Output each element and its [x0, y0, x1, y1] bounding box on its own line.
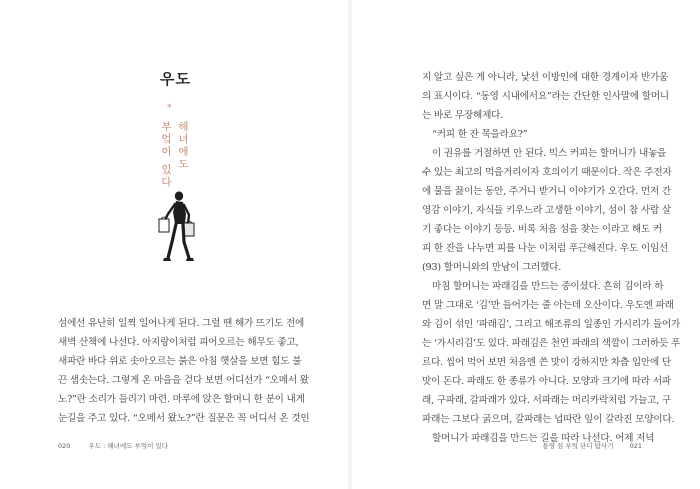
body-line: 할머니가 파래김을 만드는 길을 따라 나선다. 어제 저녁 [432, 433, 655, 444]
ornament-asterisk: * [167, 103, 172, 113]
body-line: 르다. 씹어 먹어 보면 처음엔 쓴 맛이 강하지만 차츰 입안에 단 [422, 357, 671, 368]
body-line: 의 표시이다. “동영 시내에서요”라는 간단한 인사말에 할머니 [422, 91, 669, 102]
body-line: 맛이 돈다. 파래도 한 종류가 아니다. 모양과 크기에 따라 서파 [422, 376, 671, 387]
body-line: 끈 샘솟는다. 그렇게 온 마을을 걷다 보면 어디선가 “오메서 왔 [58, 375, 309, 386]
body-line: 는 ‘가시리김’도 있다. 파래김은 천연 파래의 색깔이 그러하듯 푸 [422, 338, 681, 349]
page-number: 020 [58, 442, 71, 450]
body-line: 면 말 그대로 ‘김’만 들어가는 줄 아는데 오산이다. 우도엔 파래 [422, 300, 674, 311]
body-line: 지 알고 싶은 게 아니라, 낯선 이방인에 대한 경계이자 반가움 [422, 72, 669, 83]
body-line: 와 김이 섞인 ‘파래김’, 그리고 해조류의 일종인 가시리가 들어가 [422, 319, 681, 330]
body-line: (93) 할머니와의 만남이 그러했다. [422, 262, 562, 273]
body-line: 수 있는 최고의 먹을거리이자 호의이기 때문이다. 작은 주전자 [422, 167, 672, 178]
running-title: 우도 : 해녀에도 부엌이 있다 [88, 442, 169, 450]
chapter-subtitle-line-1: 해녀에도 [177, 121, 189, 171]
body-line: 기 좋다는 이야기 등등. 비록 처음 섬을 찾는 이라고 해도 커 [422, 224, 662, 235]
body-line: 새파란 바다 위로 솟아오르는 붉은 아침 햇살을 보면 힘도 불 [58, 356, 302, 367]
running-title: 통영 섬 부엌 단디 탐사기 [542, 442, 614, 450]
left-footer [58, 441, 168, 450]
chapter-title: 우도 [160, 70, 191, 88]
body-line: 마침 할머니는 파래김을 만드는 중이셨다. 흔히 김이라 하 [432, 281, 664, 292]
body-line: 이 권유를 거절하면 안 된다. 믹스 커피는 할머니가 내놓을 [432, 148, 667, 159]
chapter-subtitle-line-2: 부엌이 있다 [160, 121, 172, 189]
body-line: 노?”란 소리가 들리기 마련. 마루에 앉은 할머니 한 분이 내게 [58, 394, 305, 405]
body-line: 영감 이야기, 자식들 키우느라 고생한 이야기, 섬이 참 사람 살 [422, 205, 671, 216]
right-body-text [422, 68, 681, 448]
page-number: 021 [629, 442, 642, 450]
body-line: 래, 구파래, 갈파래가 있다. 서파래는 머리카락처럼 가늘고, 구 [422, 395, 671, 406]
body-line: 새벽 산책에 나선다. 아지랑이처럼 피어오르는 해무도 좋고, [58, 337, 299, 348]
body-line: 에 물을 끓이는 동안, 주거니 받거니 이야기가 오간다. 먼저 간 [422, 186, 671, 197]
body-line: 파래는 그보다 굵으며, 갈파래는 넙따란 잎이 갈라진 모양이다. [422, 414, 675, 425]
body-line: 는 바로 무장해제다. [422, 110, 504, 121]
left-body-text [58, 314, 310, 428]
right-footer [542, 441, 642, 450]
body-line-quote: “커피 한 잔 묵을라요?” [432, 129, 528, 140]
walking-man-illustration [155, 190, 197, 272]
body-line: 눈길을 주고 있다. “오메서 왔노?”란 질문은 꼭 어디서 온 것인 [58, 413, 310, 424]
body-line: 섬에선 유난히 일찍 일어나게 된다. 그럴 땐 해가 뜨기도 전에 [58, 318, 305, 329]
body-line: 피 한 잔을 나누면 피를 나눈 이처럼 푸근해진다. 우도 이임선 [422, 243, 669, 254]
